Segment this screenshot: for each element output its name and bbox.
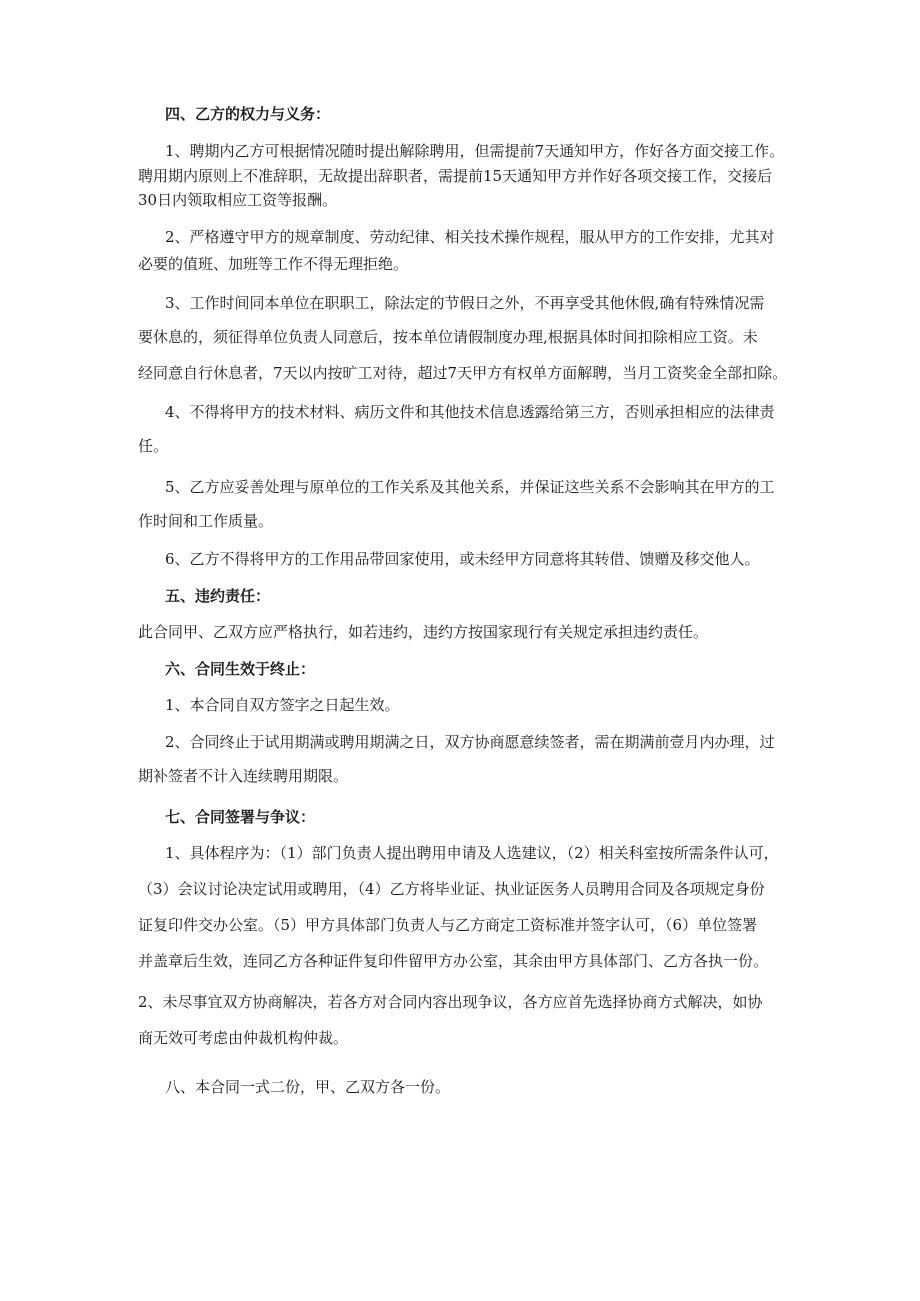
heading-text: 七、合同签署与争议： <box>165 808 316 826</box>
text-line: 必要的值班、加班等工作不得无理拒绝。 <box>138 255 409 273</box>
text-line: 八、本合同一式二份，甲、乙双方各一份。 <box>165 1078 451 1096</box>
text-line: 5、乙方应妥善处理与原单位的工作关系及其他关系，并保证这些关系不会影响其在甲方的工 <box>165 478 775 496</box>
text-line: 经同意自行休息者，7天以内按旷工对待，超过7天甲方有权单方面解聘，当月工资奖金全部扣除。 <box>138 364 788 382</box>
text-line: 要休息的，须征得单位负责人同意后，按本单位请假制度办理,根据具体时间扣除相应工资。未 <box>138 328 758 346</box>
text-line: 此合同甲、乙双方应严格执行，如若违约，违约方按国家现行有关规定承担违约责任。 <box>138 623 709 641</box>
text-line: 3、工作时间同本单位在职职工，除法定的节假日之外，不再享受其他休假,确有特殊情况需 <box>165 294 765 312</box>
text-line: 1、具体程序为：（1）部门负责人提出聘用申请及人选建议，（2）相关科室按所需条件认可， <box>165 844 779 862</box>
text-line: 2、合同终止于试用期满或聘用期满之日，双方协商愿意续签者，需在期满前壹月内办理，过 <box>165 733 775 751</box>
text-line: 4、不得将甲方的技术材料、病历文件和其他技术信息透露给第三方，否则承担相应的法律责 <box>165 403 775 421</box>
text-line: 并盖章后生效，连同乙方各种证件复印件留甲方办公室，其余由甲方具体部门、乙方各执一份。 <box>138 952 769 970</box>
text-line: 1、聘期内乙方可根据情况随时提出解除聘用，但需提前7天通知甲方，作好各方面交接工作。 <box>165 142 785 160</box>
text-line: （3）会议讨论决定试用或聘用，（4）乙方将毕业证、执业证医务人员聘用合同及各项规定身份 <box>138 880 765 898</box>
text-line: 商无效可考虑由仲裁机构仲裁。 <box>138 1029 349 1047</box>
text-line: 聘用期内原则上不准辞职，无故提出辞职者，需提前15天通知甲方并作好各项交接工作，交接后 <box>138 167 773 185</box>
text-line: 任。 <box>138 437 169 455</box>
text-line: 1、本合同自双方签字之日起生效。 <box>165 696 400 714</box>
text-line: 证复印件交办公室。（5）甲方具体部门负责人与乙方商定工资标准并签字认可，（6）单位签署 <box>138 916 758 934</box>
text-line: 2、未尽事宜双方协商解决，若各方对合同内容出现争议，各方应首先选择协商方式解决，如协 <box>138 993 763 1011</box>
text-line: 6、乙方不得将甲方的工作用品带回家使用，或未经甲方同意将其转借、馈赠及移交他人。 <box>165 550 760 568</box>
text-line: 30日内领取相应工资等报酬。 <box>138 191 338 209</box>
heading-text: 六、合同生效于终止： <box>165 660 316 678</box>
text-line: 2、严格遵守甲方的规章制度、劳动纪律、相关技术操作规程，服从甲方的工作安排，尤其对 <box>165 228 775 246</box>
text-line: 期补签者不计入连续聘用期限。 <box>138 767 349 785</box>
heading-text: 五、违约责任： <box>165 587 271 605</box>
text-line: 作时间和工作质量。 <box>138 512 274 530</box>
heading-text: 四、乙方的权力与义务： <box>165 105 331 123</box>
